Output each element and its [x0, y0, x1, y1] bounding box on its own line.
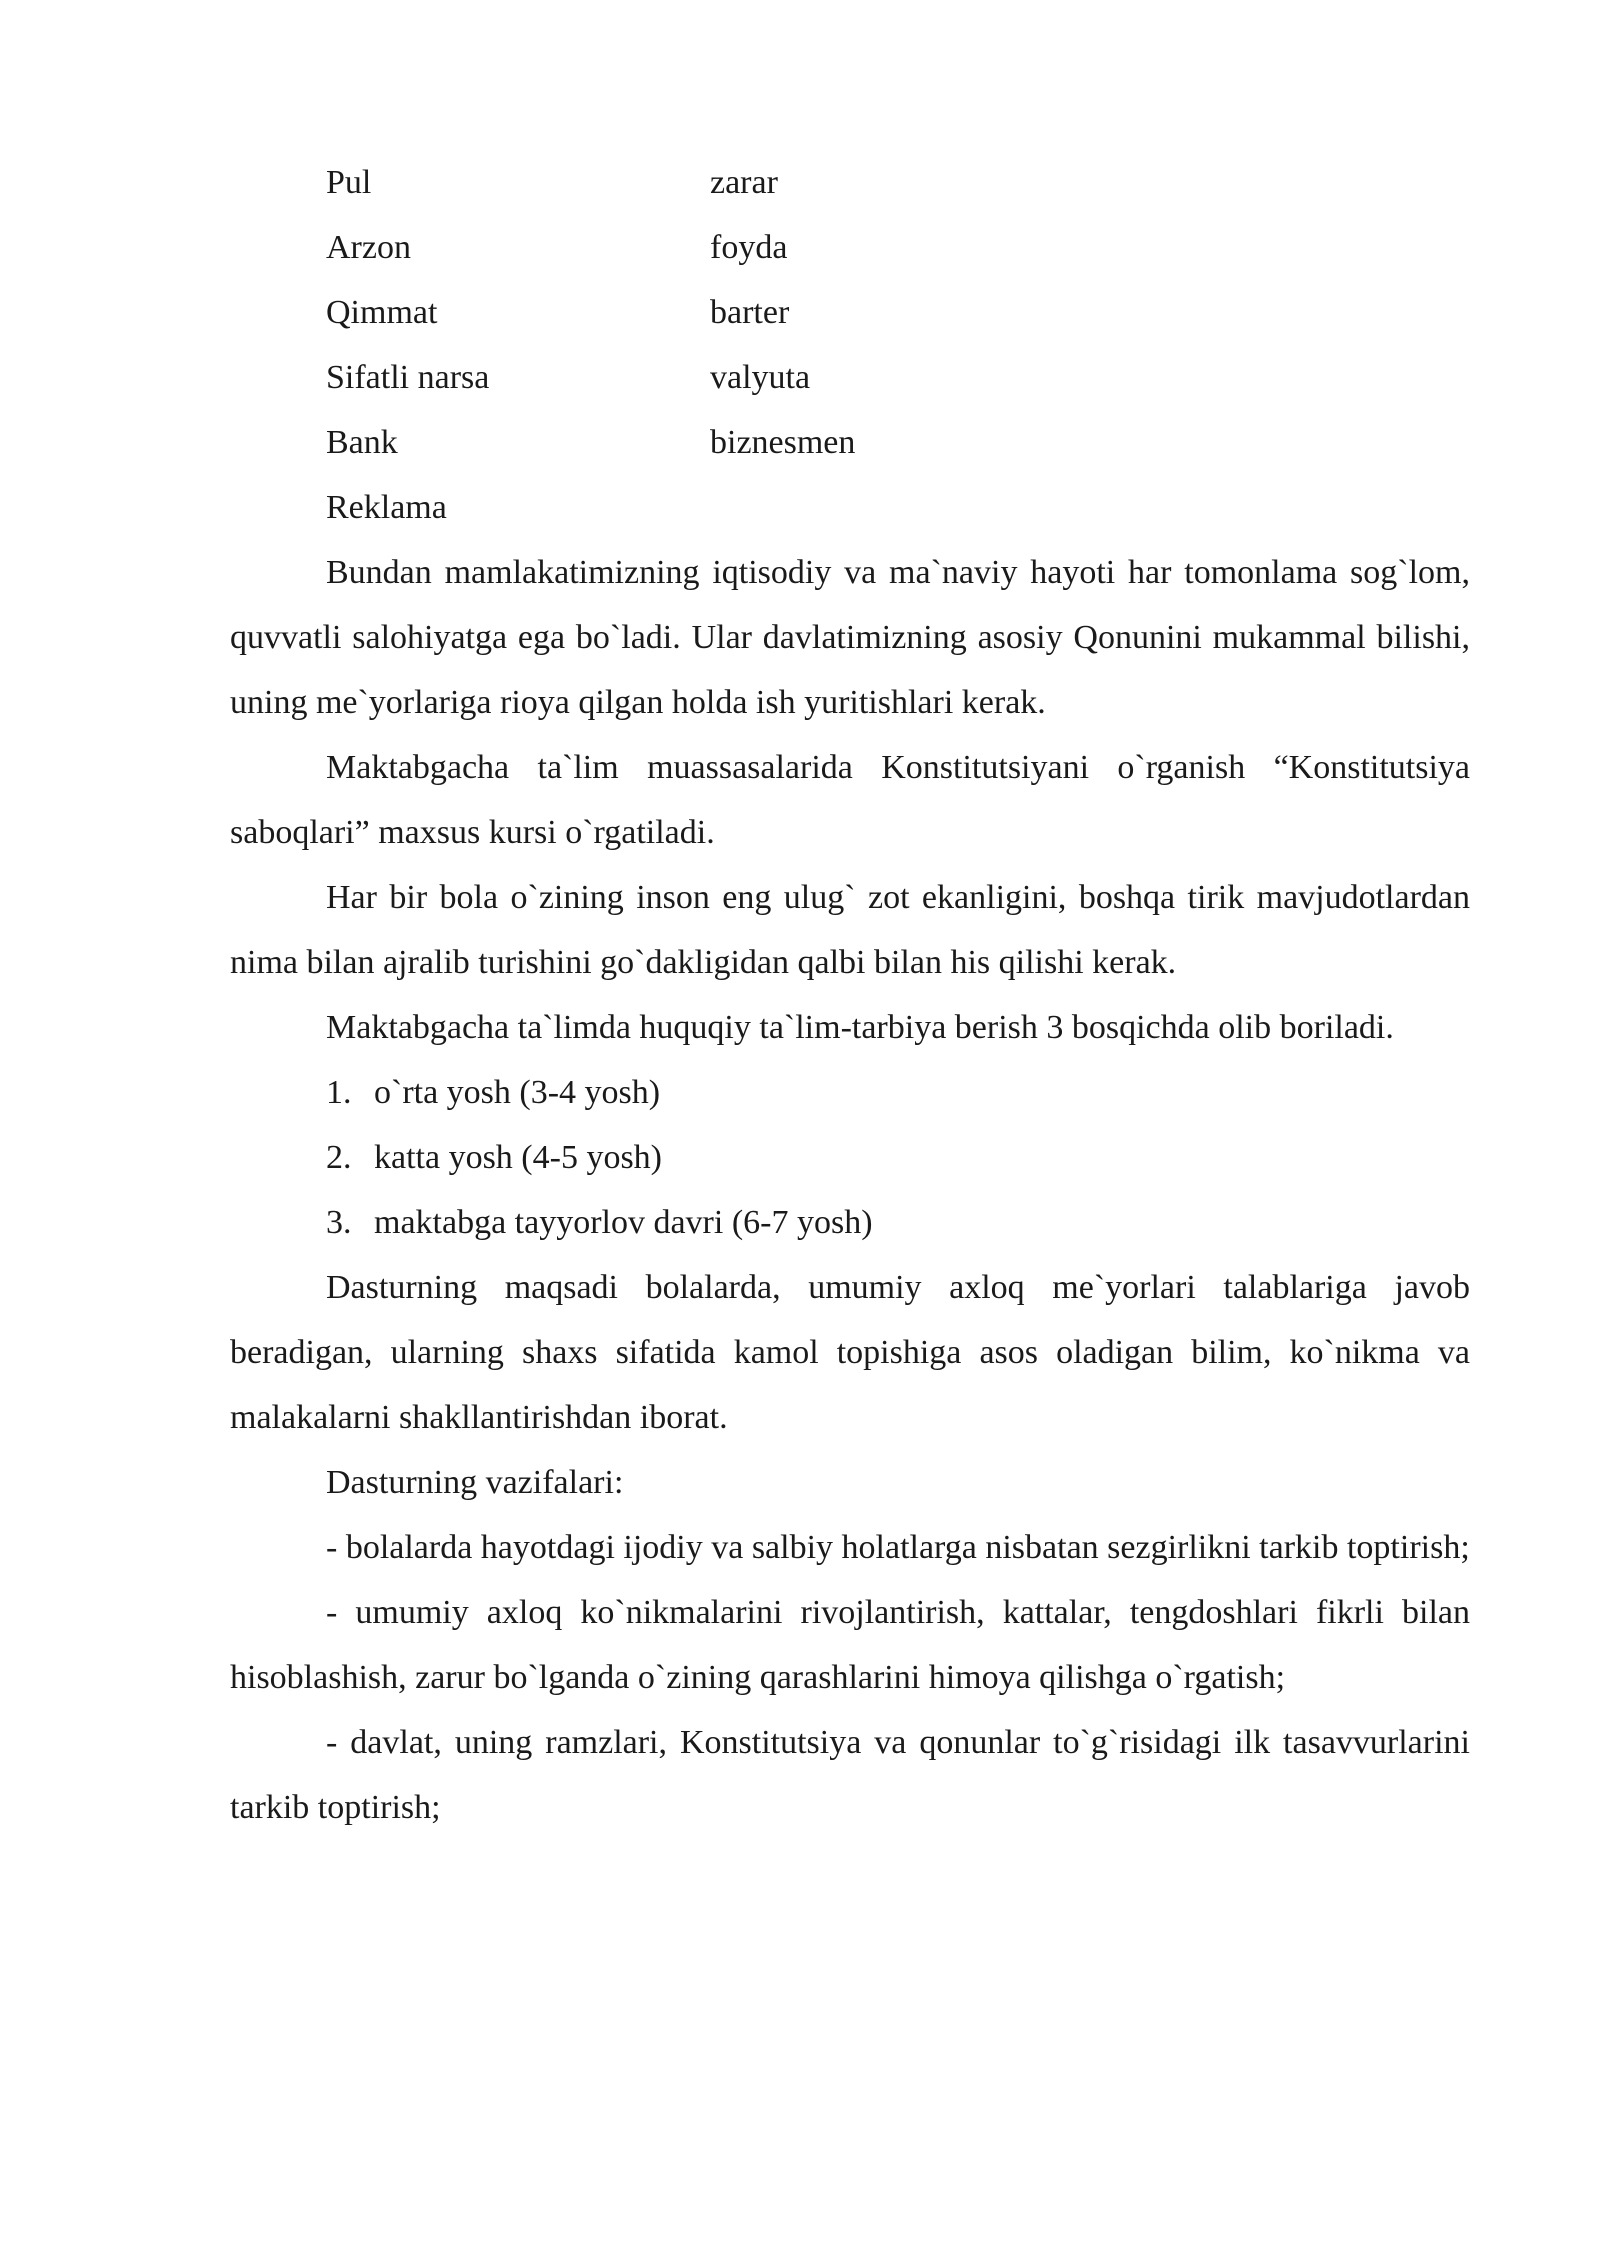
list-item	[230, 1190, 1470, 1255]
word-right: foyda	[710, 229, 788, 266]
word-left: Pul	[326, 164, 372, 201]
word-right: valyuta	[710, 359, 811, 396]
word-pair	[230, 345, 1470, 410]
paragraph-child-awareness: Har bir bola o`zining inson eng ulug` zot ekanligini, boshqa tirik mavjudotlardan nima bilan ajralib turishini go`dakligidan qalbi bilan his qilishi kerak.	[230, 879, 1470, 981]
stages-list	[230, 1060, 1470, 1255]
word-pair	[230, 410, 1470, 475]
list-item-number: 2.	[326, 1139, 352, 1176]
list-item-text: maktabga tayyorlov davri (6-7 yosh)	[374, 1204, 873, 1241]
list-item	[230, 1125, 1470, 1190]
paragraph-program-goal: Dasturning maqsadi bolalarda, umumiy axloq me`yorlari talablariga javob beradigan, ularning shaxs sifatida kamol topishiga asos oladigan bilim, ko`nikma va malakalarni shakllantirishdan iborat.	[230, 1269, 1470, 1436]
word-right: barter	[710, 294, 790, 331]
paragraph-constitution-course: Maktabgacha ta`lim muassasalarida Konstitutsiyani o`rganish “Konstitutsiya saboqlari” maxsus kursi o`rgatiladi.	[230, 749, 1470, 851]
word-pair	[230, 280, 1470, 345]
list-item-number: 1.	[326, 1074, 352, 1111]
document-page	[230, 150, 1470, 1840]
word-pair	[230, 475, 1470, 540]
word-pair	[230, 150, 1470, 215]
paragraph-economy: Bundan mamlakatimizning iqtisodiy va ma`naviy hayoti har tomonlama sog`lom, quvvatli salohiyatga ega bo`ladi. Ular davlatimizning asosiy Qonunini mukammal bilishi, uning me`yorlariga rioya qilgan holda ish yuritishlari kerak.	[230, 554, 1470, 721]
list-item-number: 3.	[326, 1204, 352, 1241]
list-item-text: o`rta yosh (3-4 yosh)	[374, 1074, 661, 1111]
word-right: biznesmen	[710, 424, 856, 461]
paragraph-three-stages: Maktabgacha ta`limda huquqiy ta`lim-tarbiya berish 3 bosqichda olib boriladi.	[326, 1009, 1394, 1046]
paragraph-task-moral-skills: - umumiy axloq ko`nikmalarini rivojlantirish, kattalar, tengdoshlari fikrli bilan hisoblashish, zarur bo`lganda o`zining qarashlarini himoya qilishga o`rgatish;	[230, 1594, 1470, 1696]
word-pair	[230, 215, 1470, 280]
word-pairs-list	[230, 150, 1470, 540]
paragraph-task-sensitivity: - bolalarda hayotdagi ijodiy va salbiy holatlarga nisbatan sezgirlikni tarkib toptirish;	[326, 1529, 1470, 1566]
paragraph-program-tasks-heading: Dasturning vazifalari:	[326, 1464, 624, 1501]
list-item	[230, 1060, 1470, 1125]
word-right: zarar	[710, 164, 778, 201]
paragraph-task-state-symbols: - davlat, uning ramzlari, Konstitutsiya va qonunlar to`g`risidagi ilk tasavvurlarini tarkib toptirish;	[230, 1724, 1470, 1826]
word-left: Reklama	[326, 489, 447, 526]
word-left: Arzon	[326, 229, 411, 266]
list-item-text: katta yosh (4-5 yosh)	[374, 1139, 663, 1176]
word-left: Sifatli narsa	[326, 359, 490, 396]
word-left: Bank	[326, 424, 398, 461]
word-left: Qimmat	[326, 294, 438, 331]
